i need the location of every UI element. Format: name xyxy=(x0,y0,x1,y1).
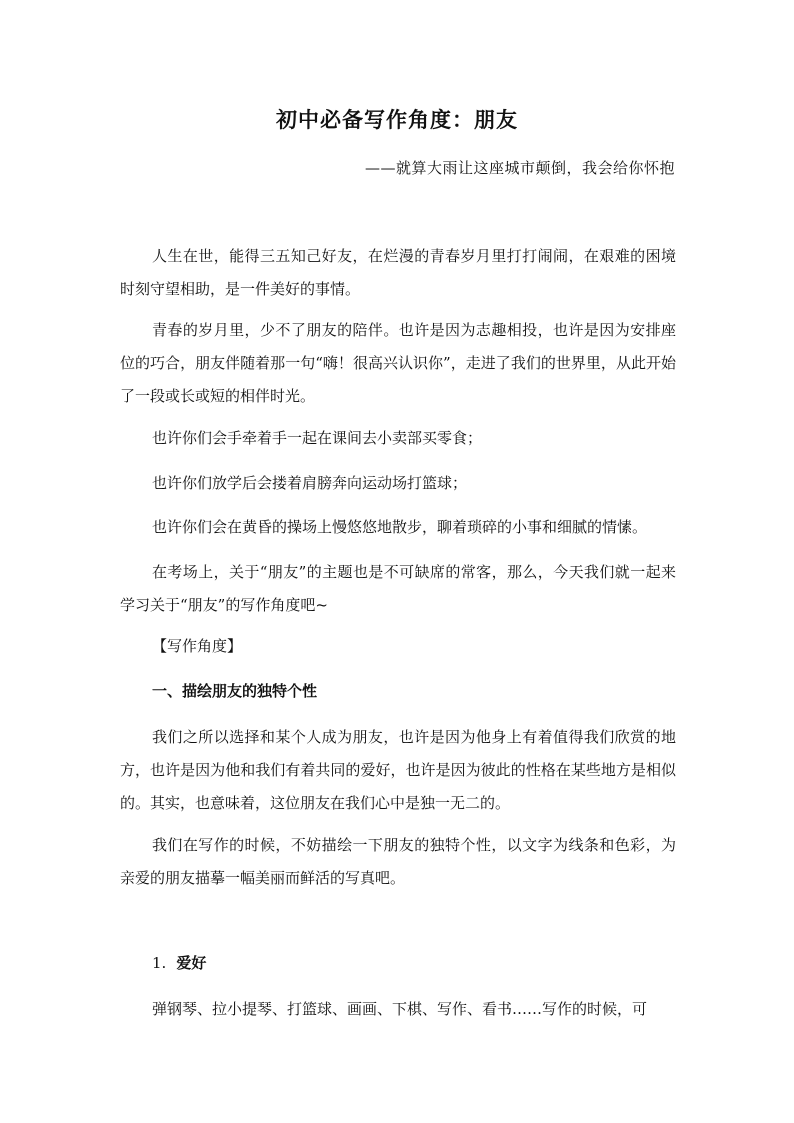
paragraph-hobbies: 弹钢琴、拉小提琴、打篮球、画画、下棋、写作、看书……写作的时候，可 xyxy=(152,1000,648,1018)
subsection-title: 爱好 xyxy=(176,954,207,972)
paragraph-why-friends: 我们之所以选择和某个人成为朋友，也许是因为他身上有着值得我们欣赏的地方，也许是因为他和我们有着共同的爱好，也许是因为彼此的性格在某些地方是相似的。其实，也意味着，这位朋友在我们心中是独一无二的。 xyxy=(120,728,676,812)
subsection-number: 1. xyxy=(152,954,167,972)
paragraph-maybe-basketball: 也许你们放学后会搂着肩膀奔向运动场打篮球； xyxy=(152,474,468,492)
paragraph-exam: 在考场上，关于“朋友”的主题也是不可缺席的常客，那么，今天我们就一起来学习关于“朋友”的写作角度吧~ xyxy=(120,563,676,614)
section-label: 【写作角度】 xyxy=(152,637,243,655)
paragraph-youth: 青春的岁月里，少不了朋友的陪伴。也许是因为志趣相投，也许是因为安排座位的巧合，朋友伴随着那一句“嗨！很高兴认识你”，走进了我们的世界里，从此开始了一段或长或短的相伴时光。 xyxy=(120,321,676,405)
paragraph-describe-friend: 我们在写作的时候，不妨描绘一下朋友的独特个性，以文字为线条和色彩，为亲爱的朋友描摹一幅美丽而鲜活的写真吧。 xyxy=(120,836,676,887)
paragraph-maybe-snacks: 也许你们会手牵着手一起在课间去小卖部买零食； xyxy=(152,429,483,447)
document-subtitle: ——就算大雨让这座城市颠倒，我会给你怀抱 xyxy=(364,159,675,177)
paragraph-maybe-walk: 也许你们会在黄昏的操场上慢悠悠地散步，聊着琐碎的小事和细腻的情愫。 xyxy=(152,518,648,536)
section-one-heading: 一、描绘朋友的独特个性 xyxy=(152,682,318,700)
document-title: 初中必备写作角度：朋友 xyxy=(276,107,518,132)
subsection-heading xyxy=(152,947,206,980)
paragraph-intro: 人生在世，能得三五知己好友，在烂漫的青春岁月里打打闹闹，在艰难的困境时刻守望相助，是一件美好的事情。 xyxy=(120,247,676,298)
